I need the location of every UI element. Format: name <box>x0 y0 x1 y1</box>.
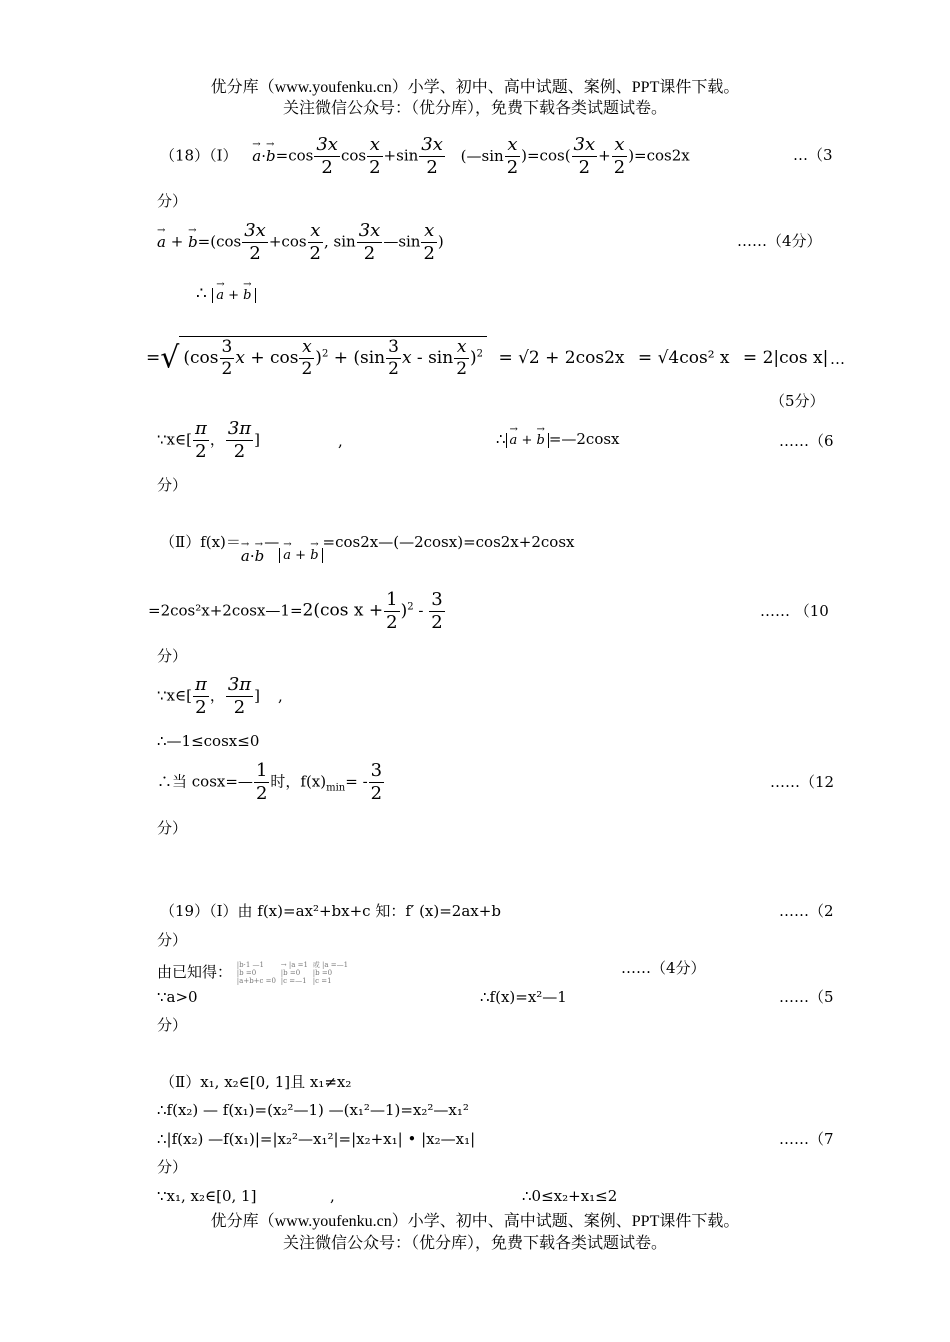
comma: ， <box>209 686 225 705</box>
dots: … <box>830 350 845 368</box>
vector-b: → b <box>255 549 265 564</box>
sqrt-body: (cos $\frac{3}{2}$ x + cos $\frac{x}{2}$ )$^2$ + (sin $\frac{3}{2}$ x - sin $\frac{x}{2}$ )$^2$ <box>179 336 487 378</box>
abs-a-plus-b: → a + → b <box>212 288 255 303</box>
frac-x-2c: $\frac{x}{2}$ <box>613 134 626 178</box>
abs-a-plus-b: → a + → b <box>506 433 549 448</box>
close-paren: ) <box>437 232 444 251</box>
sqrt-expression-line <box>146 336 828 378</box>
frac-3pi-2b: $\frac{3\pi}{2}$ <box>227 674 252 718</box>
vector-a: → a <box>157 235 166 250</box>
comma-sep: , <box>277 686 283 705</box>
q18-part1-line <box>160 136 690 177</box>
score-10: …… （10 <box>760 602 829 620</box>
minus-sin: —sin <box>383 232 421 251</box>
equals: = <box>146 348 161 368</box>
q19-score-5: ……（5 <box>779 988 834 1006</box>
known-label: 由已知得： <box>157 963 233 981</box>
comma-sep: , <box>338 432 343 450</box>
expand-line: =2cos²x+2cosx—1=2(cos x + $\frac{1}{2}$ )$^2$ - $\frac{3}{2}$ <box>148 589 443 633</box>
q19-because: ∵x₁, x₂∈[0, 1] <box>157 1187 257 1205</box>
expr-cos2: cos <box>340 146 367 165</box>
vector-sum-line: → a + → b=(cos $\frac{3x}{2}$ +cos $\frac{x}{2}$ , sin $\frac{3x}{2}$ —sin $\frac{x}{2}$ ) <box>157 222 444 263</box>
score-5: （5分） <box>770 392 825 410</box>
minus: — <box>264 533 280 551</box>
vector-a: → a <box>216 289 224 302</box>
vector-a: → a <box>283 549 291 562</box>
q19-part1: （19）（Ⅰ）由 f(x)=ax²+bx+c 知：f′ (x)=2ax+b <box>160 902 501 920</box>
frac-x-2b: $\frac{x}{2}$ <box>506 134 519 178</box>
frac-3pi-2: $\frac{3\pi}{2}$ <box>227 418 252 462</box>
score-6: ……（6 <box>779 432 834 450</box>
abs-a-plus-b: → a + → b <box>279 548 322 563</box>
abs-result: =—2cosx <box>548 430 620 448</box>
comma-sin: , sin <box>324 232 356 251</box>
score-12: ……（12 <box>770 773 835 791</box>
frac-3x-2e: $\frac{3x}{2}$ <box>358 220 381 264</box>
when-fx: 时，f(x) <box>270 772 327 791</box>
therefore-abs <box>196 286 256 303</box>
q19-score-7: ……（7 <box>779 1130 834 1148</box>
q19-known-line <box>157 961 348 985</box>
score-10-unit: 分） <box>157 647 188 665</box>
q19-therefore: ∴0≤x₂+x₁≤2 <box>522 1187 618 1205</box>
therefore-symbol: ∴ <box>196 284 207 304</box>
right-bracket: ] <box>254 686 260 705</box>
part2-line <box>160 533 575 565</box>
expand-eq: =2cos²x+2cosx—1= <box>148 601 303 620</box>
score-4: ……（4分） <box>737 232 822 250</box>
system-of-equations-2: → |a =1 |b =0 |c =—1 <box>280 961 308 985</box>
frac-3x-2d: $\frac{3x}{2}$ <box>244 220 266 264</box>
q18-label: （18）（Ⅰ） <box>160 146 238 165</box>
footer-line-2: 关注微信公众号：（优分库），免费下载各类试题试卷。 <box>282 1235 667 1252</box>
eq-minus: = - <box>345 772 368 791</box>
comma: ， <box>209 430 225 449</box>
result-cos2x: )=cos2x <box>628 146 690 165</box>
frac-3-2: $\frac{3}{2}$ <box>221 337 233 379</box>
q19-score-5-unit: 分） <box>157 1016 188 1034</box>
frac-3-2c: $\frac{3}{2}$ <box>431 589 443 633</box>
frac-x-2: $\frac{x}{2}$ <box>369 134 381 178</box>
min-line <box>157 762 385 803</box>
q19-score-7-unit: 分） <box>157 1158 188 1176</box>
vector-b: → b <box>266 149 276 164</box>
frac-3-2b: $\frac{3}{2}$ <box>388 337 399 379</box>
q19-part2: （Ⅱ）x₁, x₂∈[0, 1]且 x₁≠x₂ <box>160 1073 352 1091</box>
q19-line-a: ∴f(x₂) — f(x₁)=(x₂²—1) —(x₁²—1)=x₂²—x₁² <box>157 1101 469 1119</box>
frac-x-2e: $\frac{x}{2}$ <box>423 220 435 264</box>
vector-a: → a <box>241 549 250 564</box>
vector-a: → a <box>252 149 261 164</box>
sqrt-result-3: = 2|cos x| <box>742 348 829 368</box>
vector-b: → b <box>536 434 544 447</box>
q19-line-b: ∴|f(x₂) —f(x₁)|=|x₂²—x₁²|=|x₂+x₁| • |x₂—x₁| <box>157 1130 476 1148</box>
frac-1-2b: $\frac{1}{2}$ <box>255 760 268 804</box>
part2-label: （Ⅱ）f(x)＝ <box>160 533 241 551</box>
fx-result: ∴f(x)=x²—1 <box>480 988 567 1006</box>
because-x-range <box>157 420 260 461</box>
frac-3x-2b: $\frac{3x}{2}$ <box>421 134 443 178</box>
expr-plus: + <box>598 146 611 165</box>
minus-sign: - <box>413 601 429 620</box>
header-line-2: 关注微信公众号：（优分库），免费下载各类试题试卷。 <box>282 100 667 117</box>
q19-score-4: ……（4分） <box>621 959 706 977</box>
score-3: …（3 <box>793 146 833 164</box>
system-of-equations: |b·1 —1 |b =0 |a+b+c =0 <box>236 961 277 985</box>
expr-eq-cos: )=cos( <box>521 146 571 165</box>
because-x: ∵x∈[ <box>157 430 192 449</box>
frac-3-2d: $\frac{3}{2}$ <box>370 760 383 804</box>
frac-pi-2b: $\frac{\pi}{2}$ <box>194 674 207 718</box>
sqrt-result-1: = √2 + 2cos2x <box>498 348 625 368</box>
header-line-1: 优分库（www.youfenku.cn）小学、初中、高中试题、案例、PPT课件下载。 <box>210 79 740 96</box>
frac-pi-2: $\frac{\pi}{2}$ <box>194 418 207 462</box>
expr-minus-sin: (—sin <box>460 146 504 165</box>
q19-comma: , <box>330 1187 335 1205</box>
vector-a: → a <box>510 434 518 447</box>
sum-eq: =(cos <box>197 232 242 251</box>
abs-result-line <box>496 432 620 447</box>
vector-b: → b <box>243 289 251 302</box>
dot-product: → a·→ b <box>241 547 264 565</box>
vector-b: → b <box>188 235 198 250</box>
dot-product: → a·→ b <box>252 147 275 165</box>
expr-plus-sin: +sin <box>383 146 419 165</box>
score-12-unit: 分） <box>157 819 188 837</box>
score-6-unit: 分） <box>157 476 188 494</box>
q19-score-2: ……（2 <box>779 902 834 920</box>
q19-score-2-unit: 分） <box>157 931 188 949</box>
sqrt-result-2: = √4cos² x <box>637 348 730 368</box>
frac-x-2g: $\frac{x}{2}$ <box>456 337 468 379</box>
frac-3x-2: $\frac{3x}{2}$ <box>316 134 338 178</box>
expand-eq2: 2(cos x + <box>302 600 384 621</box>
vector-b: → b <box>310 549 318 562</box>
because-x: ∵x∈[ <box>157 686 192 705</box>
frac-3x-2c: $\frac{3x}{2}$ <box>573 134 596 178</box>
plus-cos: +cos <box>268 232 307 251</box>
expr-cos: =cos <box>275 146 314 165</box>
when-cos: ∴当 cosx=— <box>157 772 253 791</box>
therefore-symbol: ∴ <box>496 430 506 448</box>
because-x-range-2 <box>157 676 283 717</box>
part2-result: =cos2x—(—2cosx)=cos2x+2cosx <box>322 533 575 551</box>
sqrt-symbol: √ <box>160 340 180 376</box>
min-subscript: min <box>326 782 346 794</box>
score-3-unit: 分） <box>157 192 188 210</box>
cos-range: ∴—1≤cosx≤0 <box>157 732 260 750</box>
a-positive: ∵a>0 <box>157 988 198 1006</box>
frac-x-2f: $\frac{x}{2}$ <box>301 337 313 379</box>
frac-1-2: $\frac{1}{2}$ <box>386 589 398 633</box>
frac-x-2d: $\frac{x}{2}$ <box>309 220 321 264</box>
system-of-equations-3: 或 |a =—1 |b =0 |c =1 <box>312 961 349 985</box>
right-bracket: ] <box>254 430 260 449</box>
footer-line-1: 优分库（www.youfenku.cn）小学、初中、高中试题、案例、PPT课件下载。 <box>210 1213 740 1230</box>
